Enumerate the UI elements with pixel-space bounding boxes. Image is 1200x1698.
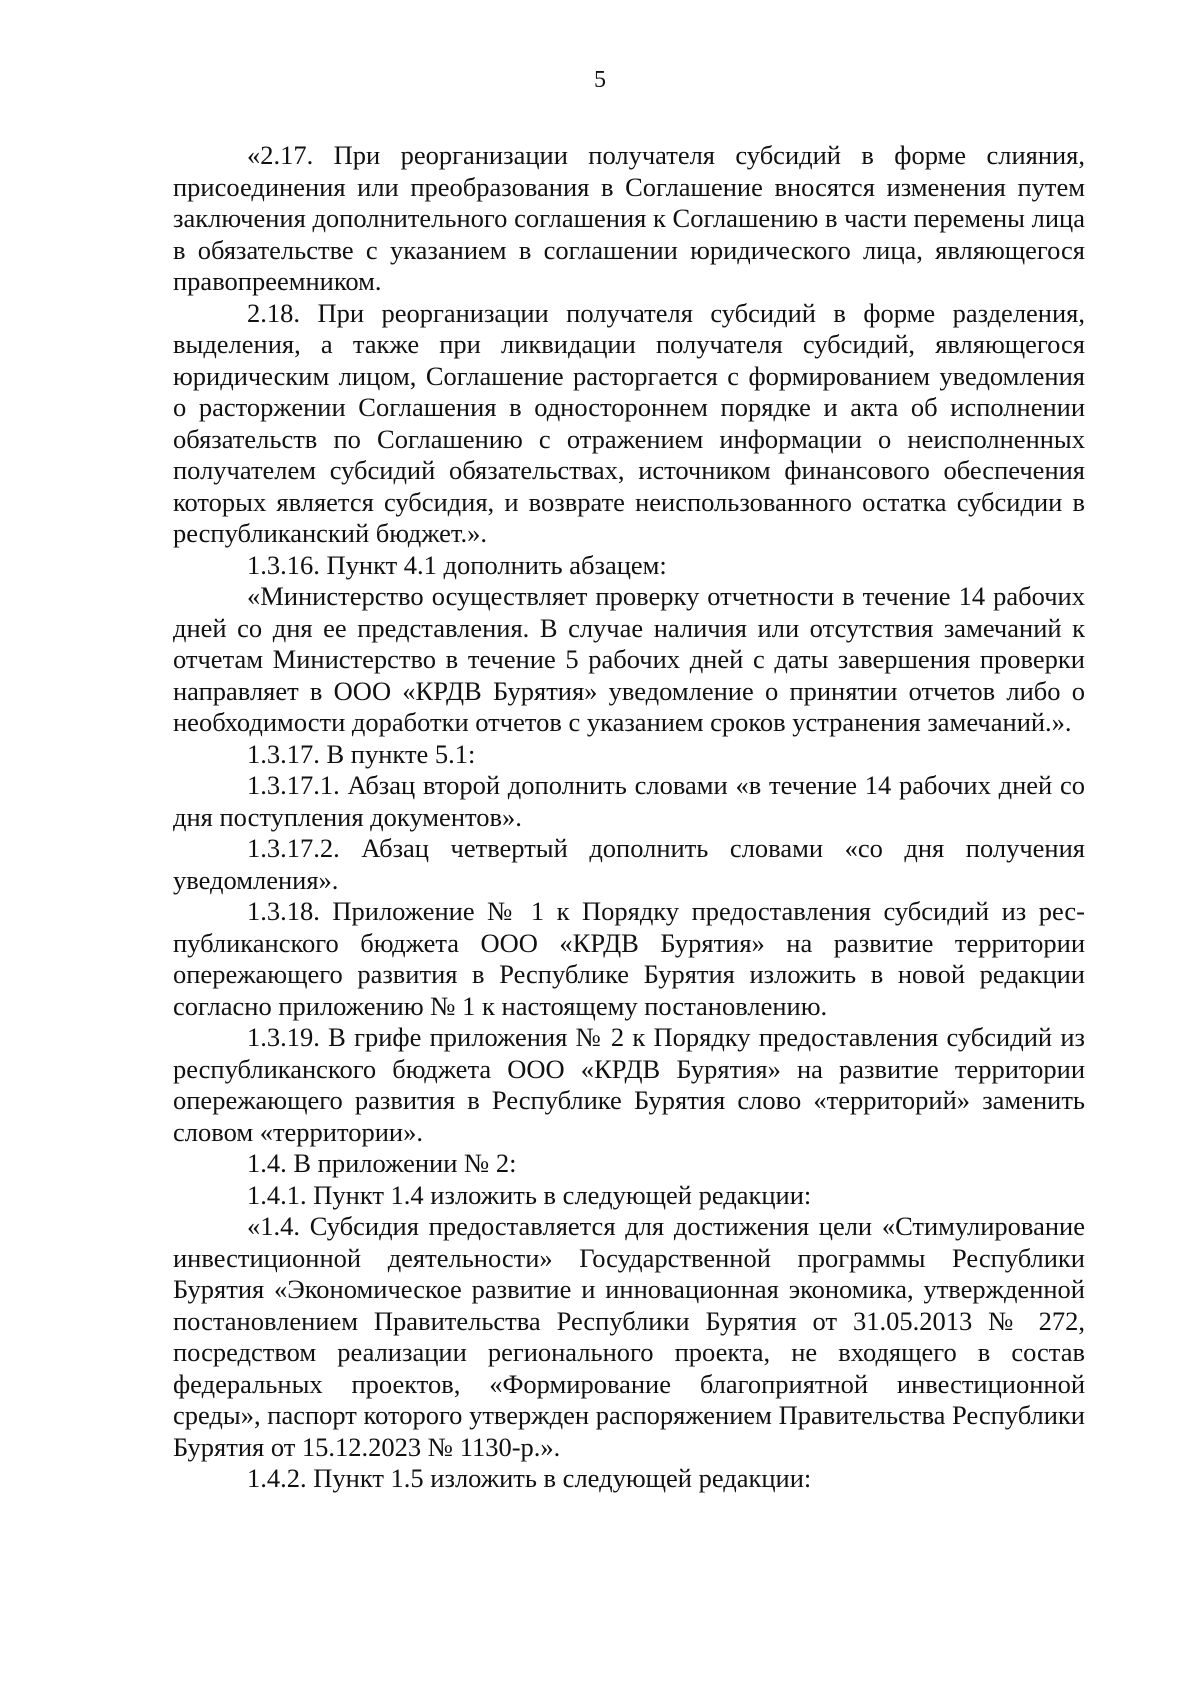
paragraph-1-3-16: 1.3.16. Пункт 4.1 дополнить абзацем: (247, 549, 667, 580)
document-body (173, 140, 1085, 1495)
paragraph-1-4-quote: «1.4. Субсидия предоставляется для достижения цели «Стимулирование инвестиционной деятельности» Государственной программы Республики Бурятия «Экономическое развитие и инновационная экономика, утвержденной постановлением Правительства Республики Бурятия от 31.05.2013 № 272, посредством реализации регионального проекта, не входящего в состав федеральных проектов, «Формирование благоприятной инвестиционной среды», паспорт которого утвержден распоряжением Правительства Республики Бурятия от 15.12.2023 № 1130-р.». (173, 1211, 1085, 1462)
paragraph-1-3-17-2: 1.3.17.2. Абзац четвертый дополнить словами «со дня получения уведомления». (173, 833, 1085, 895)
paragraph-1-3-19: 1.3.19. В грифе приложения № 2 к Порядку предоставления субсидий из республиканского бюджета ООО «КРДВ Бурятия» на развитие территории опережающего развития в Республике Бурятия слово «территорий» заменить словом «территории». (173, 1022, 1085, 1147)
paragraph-ministry-check: «Министерство осуществляет проверку отчетности в течение 14 рабочих дней со дня ее представления. В случае наличия или отсутствия замечаний к отчетам Министерство в течение 5 рабочих дней с даты завершения проверки направляет в ООО «КРДВ Бурятия» уведомление о принятии отчетов либо о необходимости доработки отчетов с указанием сроков устранения замечаний.». (173, 581, 1085, 737)
paragraph-1-4-1: 1.4.1. Пункт 1.4 изложить в следующей редакции: (247, 1179, 812, 1210)
paragraph-1-4-2: 1.4.2. Пункт 1.5 изложить в следующей редакции: (247, 1463, 812, 1493)
paragraph-1-3-18: 1.3.18. Приложение № 1 к Порядку предоставления субсидий из республиканского бюджета ООО «КРДВ Бурятия» на развитие территории опережающего развития в Республике Бурятия изложить в новой редакции согласно приложению № 1 к настоящему постановлению. (173, 896, 1085, 1021)
paragraph-1-4: 1.4. В приложении № 2: (247, 1148, 517, 1178)
paragraph-1-3-17-1: 1.3.17.1. Абзац второй дополнить словами «в течение 14 рабочих дней со дня поступления документов». (173, 770, 1085, 832)
page-number: 5 (594, 67, 606, 93)
paragraph-2-18: 2.18. При реорганизации получателя субсидий в форме разделения, выделения, а также при ликвидации получателя субсидий, являющегося юридическим лицом, Соглашение расторгается с формированием уведомления о расторжении Соглашения в одностороннем порядке и акта об исполнении обязательств по Соглашению с отражением информации о неисполненных получателем субсидий обязательствах, источником финансового обеспечения которых является субсидия, и возврате неиспользованного остатка субсидии в республиканский бюджет.». (173, 297, 1085, 548)
paragraph-2-17: «2.17. При реорганизации получателя субсидий в форме слияния, присоединения или преобразования в Соглашение вносятся изменения путем заключения дополнительного соглашения к Соглашению в части перемены лица в обязательстве с указанием в соглашении юридического лица, являющегося правопреемником. (173, 140, 1085, 296)
paragraph-1-3-17: 1.3.17. В пункте 5.1: (247, 738, 476, 769)
